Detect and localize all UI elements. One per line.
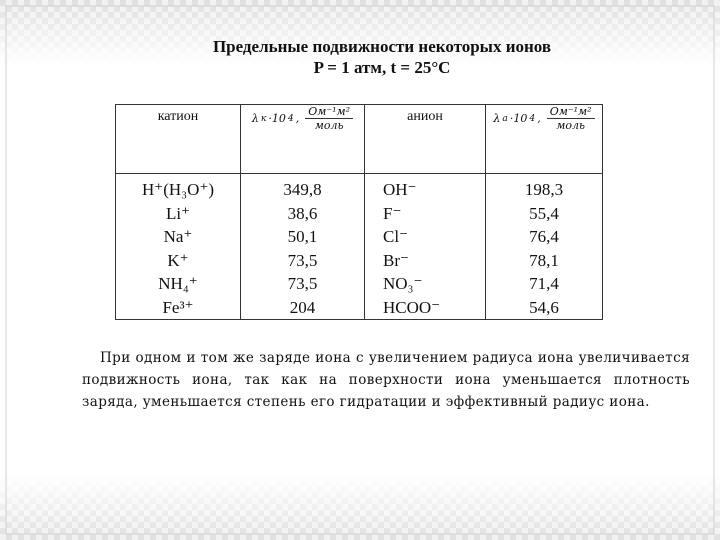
ion-mobility-table [115, 104, 603, 320]
anion-list [365, 174, 485, 319]
cation-value-list [241, 174, 364, 319]
cation-item: K⁺ [167, 250, 189, 270]
cation-header: катион [157, 109, 199, 124]
anion-value: 76,4 [529, 227, 559, 246]
table-body-row [116, 174, 603, 320]
anion-item: NO₃⁻ [383, 274, 423, 293]
anion-value: 54,6 [529, 297, 559, 317]
slide-title: Предельные подвижности некоторых ионов [212, 37, 552, 56]
cation-item: NH₄⁺ [158, 274, 198, 293]
anion-item: OH⁻ [383, 180, 417, 199]
anion-value: 55,4 [529, 203, 559, 223]
anion-header: анион [407, 109, 443, 124]
table-header-row [116, 105, 603, 174]
anion-value: 78,1 [529, 250, 559, 270]
explanation-paragraph [82, 347, 690, 413]
cation-value: 73,5 [287, 274, 318, 293]
anion-item: HCOO⁻ [383, 297, 441, 317]
cation-item: H⁺(H₃O⁺) [141, 180, 215, 199]
cation-value: 204 [289, 297, 316, 317]
anion-item: Cl⁻ [383, 227, 409, 246]
anion-mobility-header: λ a ·10 4 , $\frac{\text{Ом⁻¹м²}}{\text{моль}}$ [493, 105, 594, 132]
cation-value: 73,5 [287, 250, 318, 270]
cation-item: Fe³⁺ [162, 297, 194, 317]
cation-item: Na⁺ [163, 227, 193, 246]
slide-subtitle: P = 1 атм, t = 25°C [313, 58, 451, 77]
cation-value: 349,8 [283, 180, 322, 199]
anion-value: 71,4 [529, 274, 559, 293]
cation-item: Li⁺ [165, 203, 191, 223]
cation-value: 38,6 [287, 203, 318, 223]
anion-item: F⁻ [383, 203, 402, 223]
anion-item: Br⁻ [383, 250, 409, 270]
anion-value-list [486, 174, 602, 319]
cation-value: 50,1 [287, 227, 318, 246]
explanation-text: При одном и том же заряде иона с увеличением радиуса иона увеличивается подвижность иона, так как на поверхности иона уменьшается плотность заряда, уменьшается степень его гидратации и эффективный радиус иона. [82, 350, 690, 410]
anion-value: 198,3 [524, 180, 564, 199]
cation-mobility-header: λ к ·10 4 , $\frac{\text{Ом⁻¹м²}}{\text{моль}}$ [252, 105, 353, 132]
cation-list [116, 174, 240, 319]
